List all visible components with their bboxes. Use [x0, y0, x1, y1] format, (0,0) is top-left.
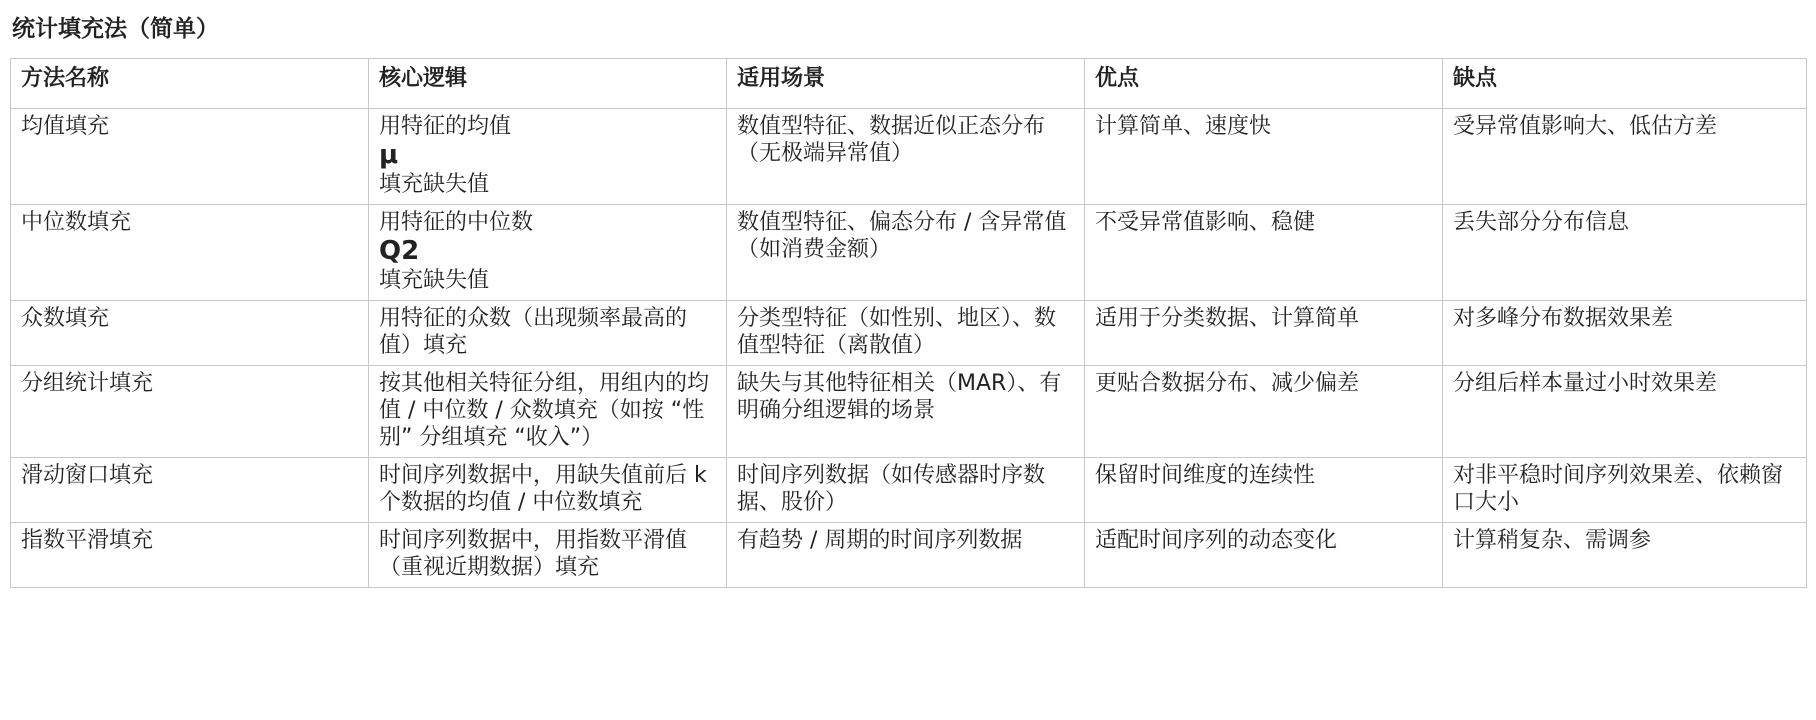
cell-cons: 对非平稳时间序列效果差、依赖窗口大小 — [1443, 458, 1807, 523]
cell-scenario: 分类型特征（如性别、地区）、数值型特征（离散值） — [727, 301, 1085, 366]
cell-method: 均值填充 — [11, 109, 369, 205]
table-header-row — [11, 59, 1807, 109]
cell-logic — [369, 205, 727, 301]
cell-scenario: 数值型特征、偏态分布 / 含异常值（如消费金额） — [727, 205, 1085, 301]
cell-method: 众数填充 — [11, 301, 369, 366]
header-method: 方法名称 — [11, 59, 369, 109]
cell-method: 分组统计填充 — [11, 366, 369, 458]
cell-cons: 计算稍复杂、需调参 — [1443, 523, 1807, 588]
cell-method: 指数平滑填充 — [11, 523, 369, 588]
table-row — [11, 458, 1807, 523]
mean-symbol: μ — [379, 140, 399, 170]
cell-cons: 受异常值影响大、低估方差 — [1443, 109, 1807, 205]
methods-table — [10, 58, 1807, 588]
cell-logic: 时间序列数据中，用缺失值前后 k 个数据的均值 / 中位数填充 — [369, 458, 727, 523]
cell-logic: 按其他相关特征分组，用组内的均值 / 中位数 / 众数填充（如按 “性别” 分组填充 “收入”） — [369, 366, 727, 458]
header-cons: 缺点 — [1443, 59, 1807, 109]
median-symbol: Q2 — [379, 236, 420, 266]
cell-method: 滑动窗口填充 — [11, 458, 369, 523]
logic-prefix: 用特征的均值 — [379, 114, 512, 139]
cell-cons: 丢失部分分布信息 — [1443, 205, 1807, 301]
logic-suffix: 填充缺失值 — [379, 268, 490, 293]
cell-scenario: 时间序列数据（如传感器时序数据、股价） — [727, 458, 1085, 523]
logic-suffix: 填充缺失值 — [379, 172, 490, 197]
cell-pros: 不受异常值影响、稳健 — [1085, 205, 1443, 301]
cell-logic: 用特征的众数（出现频率最高的值）填充 — [369, 301, 727, 366]
cell-scenario: 缺失与其他特征相关（MAR）、有明确分组逻辑的场景 — [727, 366, 1085, 458]
logic-prefix: 用特征的中位数 — [379, 210, 534, 235]
cell-logic — [369, 109, 727, 205]
cell-scenario: 数值型特征、数据近似正态分布（无极端异常值） — [727, 109, 1085, 205]
section-title: 统计填充法（简单） — [12, 16, 219, 42]
table-row — [11, 301, 1807, 366]
table-row — [11, 366, 1807, 458]
cell-cons: 对多峰分布数据效果差 — [1443, 301, 1807, 366]
header-logic: 核心逻辑 — [369, 59, 727, 109]
cell-cons: 分组后样本量过小时效果差 — [1443, 366, 1807, 458]
table-row — [11, 109, 1807, 205]
header-scenario: 适用场景 — [727, 59, 1085, 109]
cell-scenario: 有趋势 / 周期的时间序列数据 — [727, 523, 1085, 588]
cell-logic: 时间序列数据中，用指数平滑值（重视近期数据）填充 — [369, 523, 727, 588]
table-row — [11, 205, 1807, 301]
cell-method: 中位数填充 — [11, 205, 369, 301]
table-row — [11, 523, 1807, 588]
cell-pros: 适用于分类数据、计算简单 — [1085, 301, 1443, 366]
cell-pros: 计算简单、速度快 — [1085, 109, 1443, 205]
cell-pros: 保留时间维度的连续性 — [1085, 458, 1443, 523]
header-pros: 优点 — [1085, 59, 1443, 109]
cell-pros: 适配时间序列的动态变化 — [1085, 523, 1443, 588]
cell-pros: 更贴合数据分布、减少偏差 — [1085, 366, 1443, 458]
